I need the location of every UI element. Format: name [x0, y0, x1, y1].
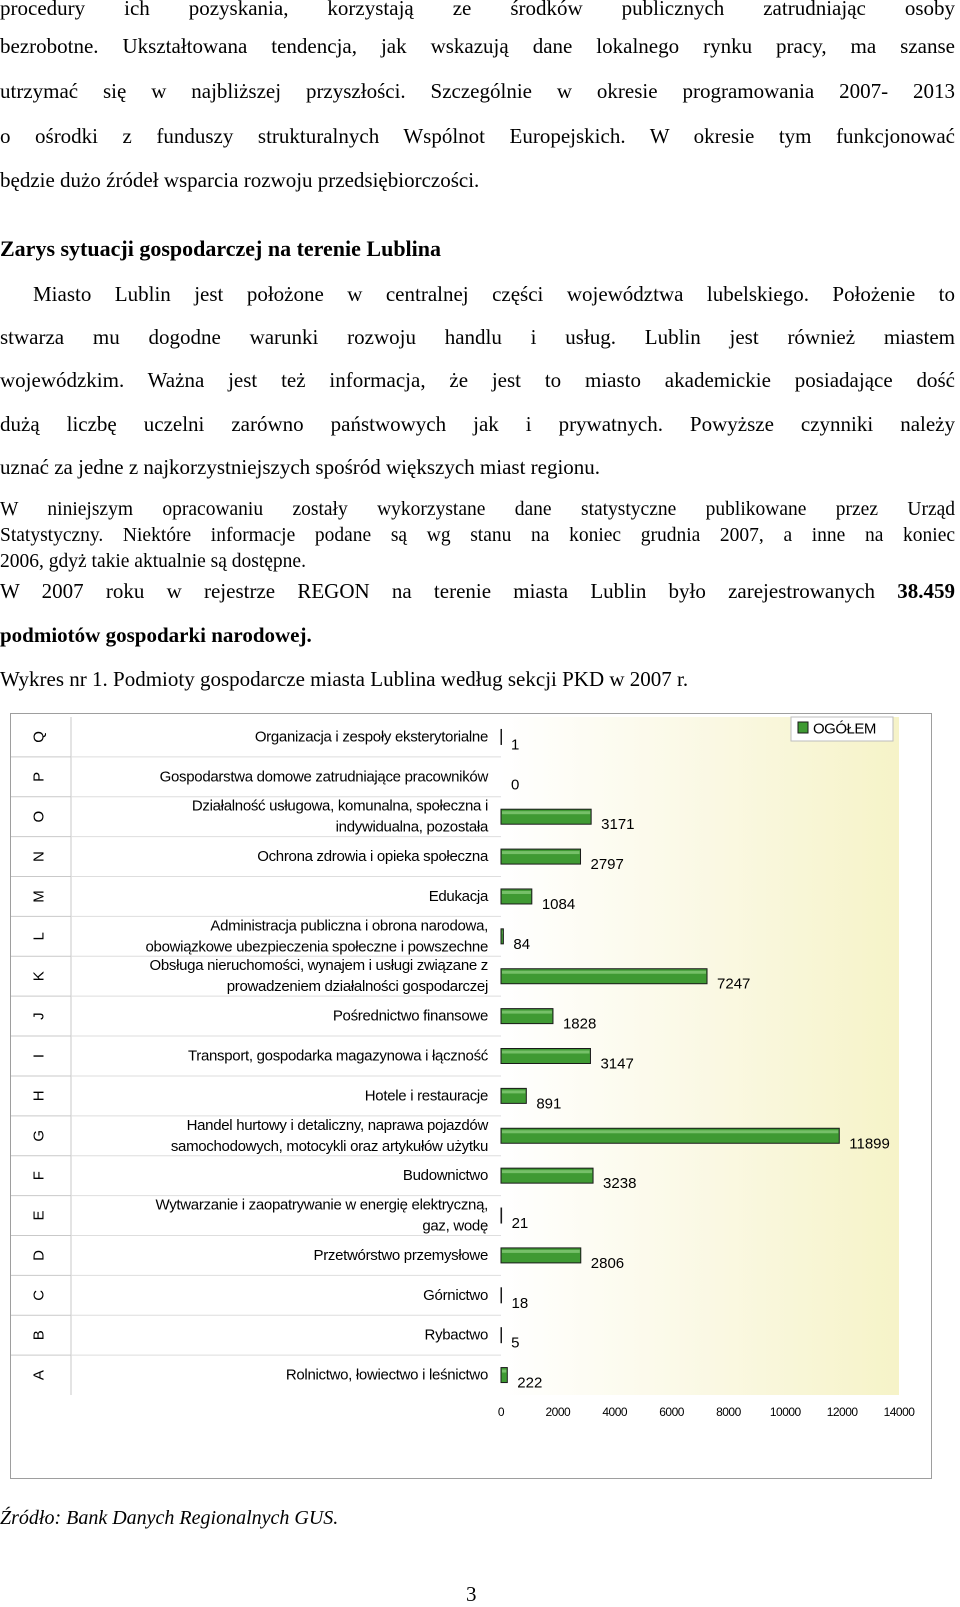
paragraph-1-line-2: bezrobotne. Ukształtowana tendencja, jak wskazują dane lokalnego rynku pracy, ma szanse [0, 34, 955, 59]
value-label-D: 2806 [591, 1255, 624, 1272]
bar-highlight-G [502, 1130, 838, 1133]
value-label-G: 11899 [849, 1135, 890, 1152]
section-code: P [31, 772, 48, 782]
value-label-O: 3171 [601, 816, 634, 833]
section-code: N [31, 851, 48, 862]
regon-count: 38.459 [897, 579, 955, 603]
category-label: Rybactwo [425, 1327, 488, 1344]
value-label-Q: 1 [511, 736, 519, 753]
bar-E [501, 1208, 502, 1223]
value-label-I: 3147 [600, 1056, 633, 1073]
section-code: H [31, 1090, 48, 1101]
bar-highlight-F [502, 1170, 592, 1173]
bar-highlight-I [502, 1051, 589, 1054]
bar-highlight-A [502, 1370, 506, 1373]
paragraph-3-line-3: 2006, gdyż takie aktualnie są dostępne. [0, 551, 955, 573]
page-number: 3 [466, 1582, 477, 1607]
x-tick-label: 0 [498, 1405, 505, 1419]
paragraph-3-line-2: Statystyczny. Niektóre informacje podane są wg stanu na koniec grudnia 2007, a inne na koniec [0, 525, 955, 547]
value-label-C: 18 [512, 1295, 529, 1312]
category-label: Działalność usługowa, komunalna, społeczna i [192, 798, 488, 815]
paragraph-2-line-1: Miasto Lublin jest położone w centralnej części województwa lubelskiego. Położenie to [33, 282, 955, 307]
value-label-N: 2797 [591, 856, 624, 873]
section-code: F [31, 1171, 48, 1180]
value-label-J: 1828 [563, 1016, 596, 1033]
category-label: Przetwórstwo przemysłowe [313, 1247, 488, 1264]
section-code: E [31, 1211, 48, 1221]
category-label: Budownictwo [403, 1167, 488, 1184]
category-label: samochodowych, motocykli oraz artykułów użytku [171, 1138, 488, 1155]
x-tick-label: 4000 [602, 1405, 628, 1419]
category-label: obowiązkowe ubezpieczenia społeczne i powszechne [146, 938, 489, 955]
category-label: Pośrednictwo finansowe [333, 1008, 488, 1025]
section-code: A [31, 1370, 48, 1380]
paragraph-2-line-5: uznać za jedne z najkorzystniejszych spośród większych miast regionu. [0, 455, 955, 480]
bar-highlight-J [502, 1011, 552, 1014]
category-label: Gospodarstwa domowe zatrudniające pracowników [160, 768, 489, 785]
legend-swatch [798, 722, 808, 733]
regon-sentence [0, 579, 955, 604]
value-label-B: 5 [511, 1335, 519, 1352]
x-tick-label: 8000 [716, 1405, 742, 1419]
x-tick-label: 6000 [659, 1405, 685, 1419]
paragraph-1-line-1: procedury ich pozyskania, korzystają ze środków publicznych zatrudniając osoby [0, 0, 955, 21]
legend-label: OGÓŁEM [813, 721, 876, 738]
section-code: C [31, 1290, 48, 1301]
paragraph-2-line-4: dużą liczbę uczelni zarówno państwowych jak i prywatnych. Powyższe czynniki należy [0, 412, 955, 437]
x-tick-label: 14000 [884, 1405, 916, 1419]
category-label: indywidualna, pozostała [336, 819, 489, 836]
category-label: gaz, wodę [422, 1218, 488, 1235]
bar-highlight-D [502, 1250, 580, 1253]
category-label: Transport, gospodarka magazynowa i łączność [188, 1048, 489, 1065]
section-code: B [31, 1330, 48, 1340]
x-tick-label: 12000 [827, 1405, 859, 1419]
bar-B [501, 1328, 502, 1343]
paragraph-2-line-3: wojewódzkim. Ważna jest też informacja, że jest to miasto akademickie posiadające dość [0, 368, 955, 393]
bar-highlight-O [502, 811, 590, 814]
regon-sentence-text: W 2007 roku w rejestrze REGON na terenie miasta Lublin było zarejestrowanych [0, 579, 897, 603]
value-label-E: 21 [512, 1215, 529, 1232]
bar-highlight-M [502, 891, 531, 894]
section-code: Q [30, 731, 47, 743]
section-code: L [31, 932, 48, 940]
pkd-bar-chart [11, 714, 933, 1480]
category-label: Wytwarzanie i zaopatrywanie w energię elektryczną, [155, 1197, 488, 1214]
value-label-A: 222 [517, 1375, 542, 1392]
section-code: D [31, 1250, 48, 1261]
section-code: K [31, 971, 48, 981]
category-label: prowadzeniem działalności gospodarczej [227, 978, 488, 995]
category-label: Organizacja i zespoły eksterytorialne [255, 728, 488, 745]
category-label: Handel hurtowy i detaliczny, naprawa pojazdów [187, 1117, 489, 1134]
section-heading: Zarys sytuacji gospodarczej na terenie Lublina [0, 236, 955, 262]
category-label: Administracja publiczna i obrona narodowa, [210, 917, 488, 934]
section-code: J [31, 1012, 48, 1020]
category-label: Obsługa nieruchomości, wynajem i usługi związane z [150, 957, 489, 974]
paragraph-1-line-5: będzie dużo źródeł wsparcia rozwoju przedsiębiorczości. [0, 168, 955, 193]
value-label-M: 1084 [542, 896, 575, 913]
section-code: O [31, 811, 48, 823]
value-label-K: 7247 [717, 976, 750, 993]
regon-sentence-end: podmiotów gospodarki narodowej. [0, 623, 955, 648]
paragraph-2-line-2: stwarza mu dogodne warunki rozwoju handlu i usług. Lublin jest również miastem [0, 325, 955, 350]
value-label-L: 84 [513, 936, 530, 953]
section-code: M [31, 890, 48, 903]
bar-highlight-N [502, 851, 580, 854]
category-label: Edukacja [429, 888, 489, 905]
paragraph-3-line-1: W niniejszym opracowaniu zostały wykorzystane dane statystyczne publikowane przez Urząd [0, 499, 955, 521]
bar-C [501, 1288, 502, 1303]
section-code: G [31, 1130, 48, 1142]
bar-highlight-K [502, 971, 706, 974]
section-code: I [31, 1054, 48, 1058]
source-note: Źródło: Bank Danych Regionalnych GUS. [0, 1507, 338, 1530]
category-label: Górnictwo [423, 1287, 488, 1304]
paragraph-1-line-3: utrzymać się w najbliższej przyszłości. Szczególnie w okresie programowania 2007- 2013 [0, 79, 955, 104]
value-label-F: 3238 [603, 1175, 636, 1192]
chart-caption: Wykres nr 1. Podmioty gospodarcze miasta Lublina według sekcji PKD w 2007 r. [0, 667, 955, 692]
category-label: Hotele i restauracje [365, 1087, 488, 1104]
value-label-H: 891 [536, 1095, 561, 1112]
bar-Q [501, 729, 502, 744]
category-label: Ochrona zdrowia i opieka społeczna [257, 848, 489, 865]
category-label: Rolnictwo, łowiectwo i leśnictwo [286, 1367, 488, 1384]
paragraph-1-line-4: o ośrodki z funduszy strukturalnych Wspólnot Europejskich. W okresie tym funkcjonować [0, 124, 955, 149]
value-label-P: 0 [511, 776, 519, 793]
bar-highlight-H [502, 1090, 525, 1093]
chart-frame [10, 713, 932, 1479]
x-tick-label: 2000 [546, 1405, 572, 1419]
x-tick-label: 10000 [770, 1405, 802, 1419]
